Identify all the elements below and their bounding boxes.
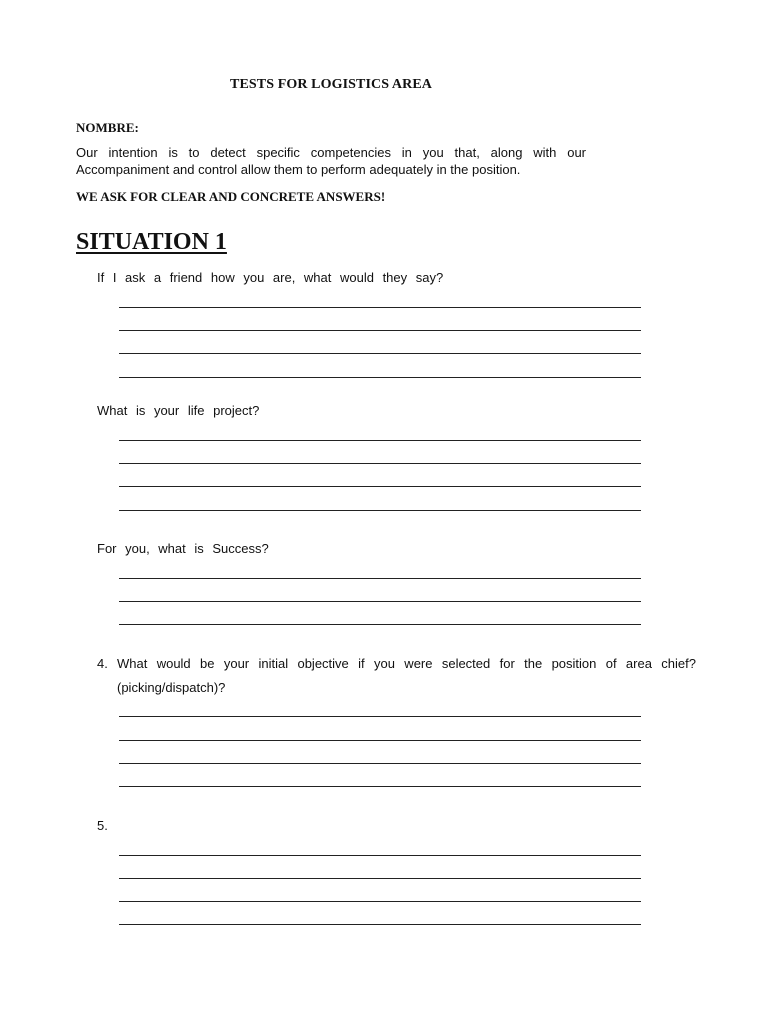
answer-line[interactable] bbox=[119, 510, 641, 511]
answer-line[interactable] bbox=[119, 878, 641, 879]
answer-line[interactable] bbox=[119, 740, 641, 741]
answer-line[interactable] bbox=[119, 440, 641, 441]
question-number: 5. bbox=[97, 818, 108, 833]
answer-line[interactable] bbox=[119, 901, 641, 902]
question-3: For you, what is Success? bbox=[97, 541, 269, 556]
intro-paragraph bbox=[76, 145, 586, 178]
answer-line[interactable] bbox=[119, 786, 641, 787]
instruction-notice: WE ASK FOR CLEAR AND CONCRETE ANSWERS! bbox=[76, 189, 386, 204]
answer-line[interactable] bbox=[119, 377, 641, 378]
answer-line[interactable] bbox=[119, 353, 641, 354]
question-4-continuation: (picking/dispatch)? bbox=[117, 680, 226, 695]
answer-line[interactable] bbox=[119, 330, 641, 331]
intro-line-2: Accompaniment and control allow them to perform adequately in the position. bbox=[76, 161, 521, 177]
answer-line[interactable] bbox=[119, 463, 641, 464]
name-label: NOMBRE: bbox=[76, 120, 139, 135]
question-4-text: What would be your initial objective if you were selected for the position of area chief? bbox=[117, 656, 696, 671]
answer-line[interactable] bbox=[119, 307, 641, 308]
situation-heading: SITUATION 1 bbox=[76, 229, 227, 255]
answer-line[interactable] bbox=[119, 486, 641, 487]
intro-line-1: Our intention is to detect specific competencies in you that, along with our bbox=[76, 145, 586, 160]
answer-line[interactable] bbox=[119, 601, 641, 602]
question-4 bbox=[97, 656, 696, 671]
question-5 bbox=[97, 818, 766, 833]
question-2: What is your life project? bbox=[97, 403, 260, 418]
answer-line[interactable] bbox=[119, 924, 641, 925]
answer-line[interactable] bbox=[119, 763, 641, 764]
answer-line[interactable] bbox=[119, 716, 641, 717]
answer-line[interactable] bbox=[119, 578, 641, 579]
question-number: 4. bbox=[97, 656, 108, 671]
answer-line[interactable] bbox=[119, 624, 641, 625]
document-title: TESTS FOR LOGISTICS AREA bbox=[230, 77, 432, 92]
question-1: If I ask a friend how you are, what would they say? bbox=[97, 270, 444, 285]
answer-line[interactable] bbox=[119, 855, 641, 856]
